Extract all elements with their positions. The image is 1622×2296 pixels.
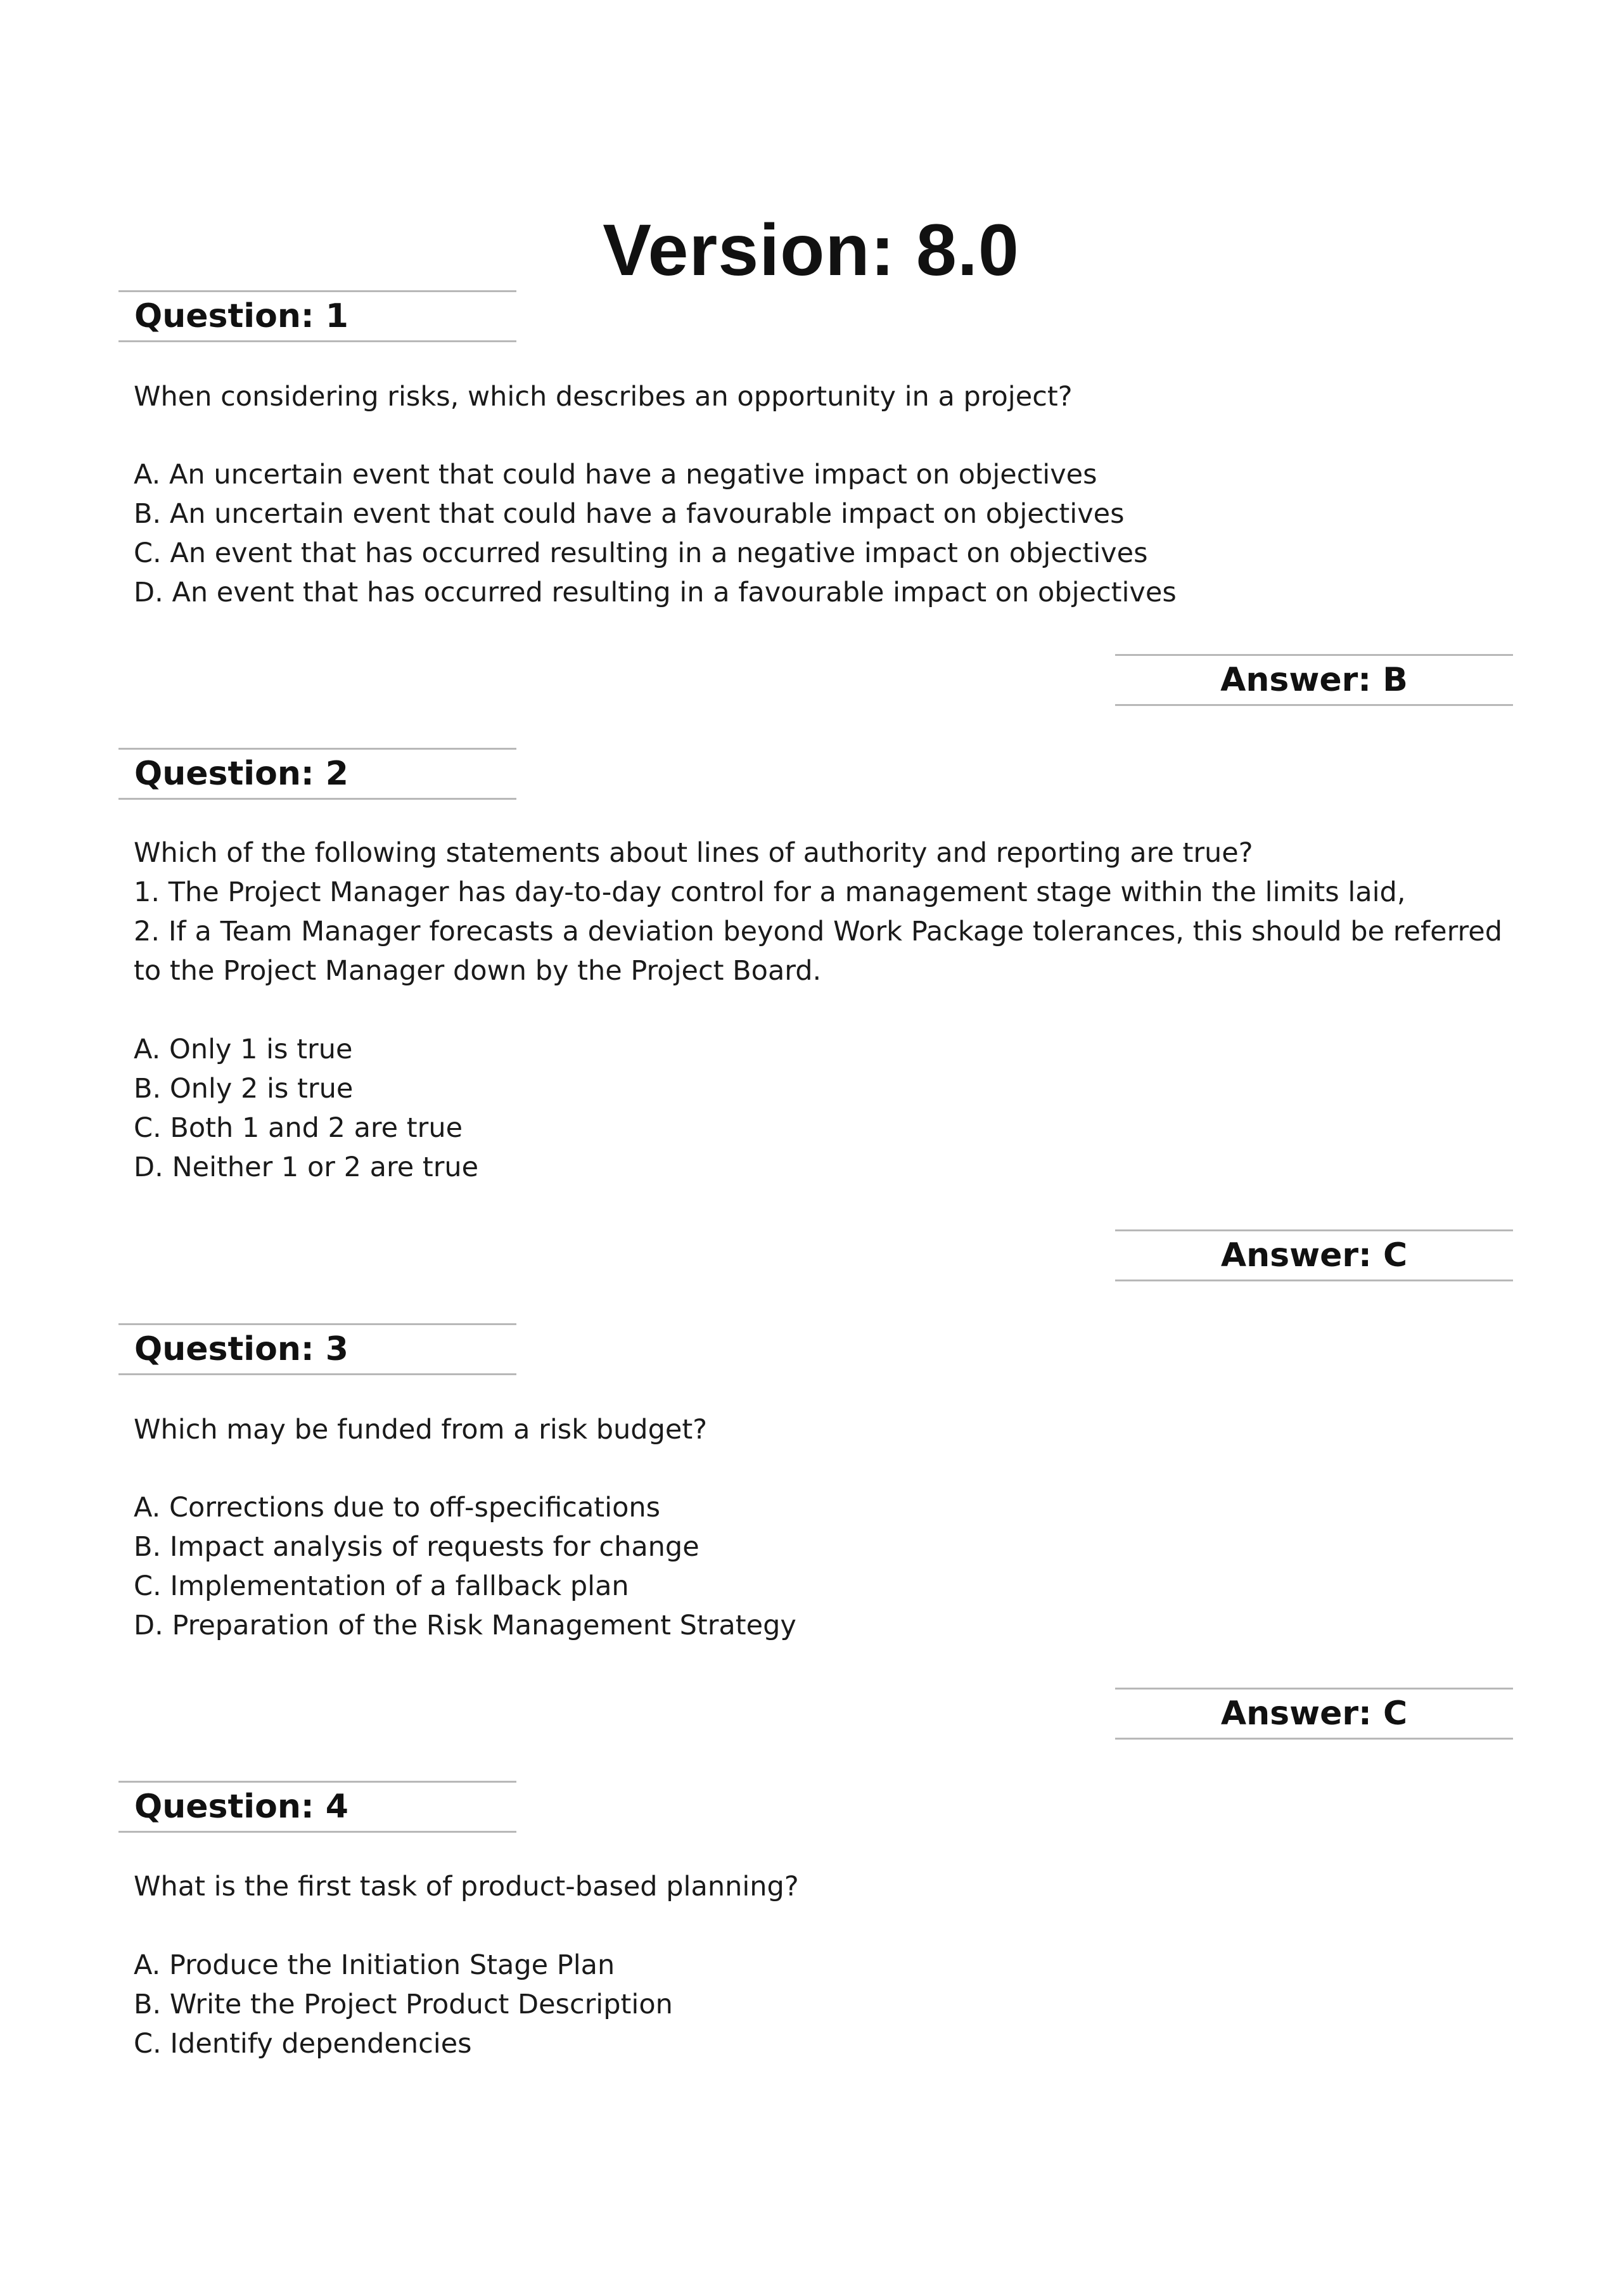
question-header-label: Question: 4 [134, 1788, 348, 1826]
answer-label: Answer: C [1220, 1695, 1408, 1733]
answer-option: C. Implementation of a fallback plan [134, 1570, 629, 1602]
question-stem-line: 2. If a Team Manager forecasts a deviation beyond Work Package tolerances, this should be referred to the Project Manager down by the Project Board. [134, 916, 1502, 987]
question-stem [134, 833, 1502, 991]
question-stem [134, 377, 1502, 416]
question-header-label: Question: 1 [134, 297, 348, 335]
question-stem-line: When considering risks, which describes an opportunity in a project? [134, 381, 1073, 413]
answer-option: B. An uncertain event that could have a favourable impact on objectives [134, 498, 1125, 530]
question-stem-line: Which may be funded from a risk budget? [134, 1414, 708, 1446]
answer-option: A. Produce the Initiation Stage Plan [134, 1949, 615, 1981]
question-header [118, 1323, 516, 1375]
version-title: Version: 8.0 [603, 210, 1019, 291]
answer-option: D. An event that has occurred resulting in a favourable impact on objectives [134, 577, 1177, 608]
answer-option: D. Preparation of the Risk Management Strategy [134, 1610, 796, 1641]
answer-box [1115, 1229, 1513, 1281]
answer-option: C. An event that has occurred resulting in a negative impact on objectives [134, 537, 1148, 569]
question-stem [134, 1867, 1502, 1906]
question-stem-line: 1. The Project Manager has day-to-day control for a management stage within the limits laid, [134, 876, 1406, 908]
answer-options [134, 1946, 1502, 2063]
answer-option: A. Only 1 is true [134, 1034, 353, 1065]
answer-box [1115, 1688, 1513, 1740]
question-header [118, 1781, 516, 1833]
answer-box [1115, 654, 1513, 706]
question-header [118, 290, 516, 342]
question-header-label: Question: 3 [134, 1330, 348, 1368]
answer-option: D. Neither 1 or 2 are true [134, 1151, 479, 1183]
answer-options [134, 1488, 1502, 1645]
question-stem-line: Which of the following statements about lines of authority and reporting are true? [134, 837, 1253, 869]
question-stem-line: What is the first task of product-based planning? [134, 1871, 799, 1902]
answer-option: B. Only 2 is true [134, 1073, 354, 1105]
answer-options [134, 455, 1502, 612]
answer-label: Answer: C [1220, 1236, 1408, 1274]
question-header-label: Question: 2 [134, 755, 348, 793]
answer-option: C. Both 1 and 2 are true [134, 1112, 463, 1144]
answer-options [134, 1030, 1502, 1187]
answer-option: A. Corrections due to off-specifications [134, 1492, 661, 1523]
answer-option: B. Impact analysis of requests for change [134, 1531, 699, 1563]
answer-option: A. An uncertain event that could have a negative impact on objectives [134, 459, 1097, 491]
answer-label: Answer: B [1220, 661, 1408, 699]
question-header [118, 748, 516, 800]
answer-option: C. Identify dependencies [134, 2028, 472, 2060]
answer-option: B. Write the Project Product Description [134, 1989, 673, 2020]
question-stem [134, 1410, 1502, 1449]
